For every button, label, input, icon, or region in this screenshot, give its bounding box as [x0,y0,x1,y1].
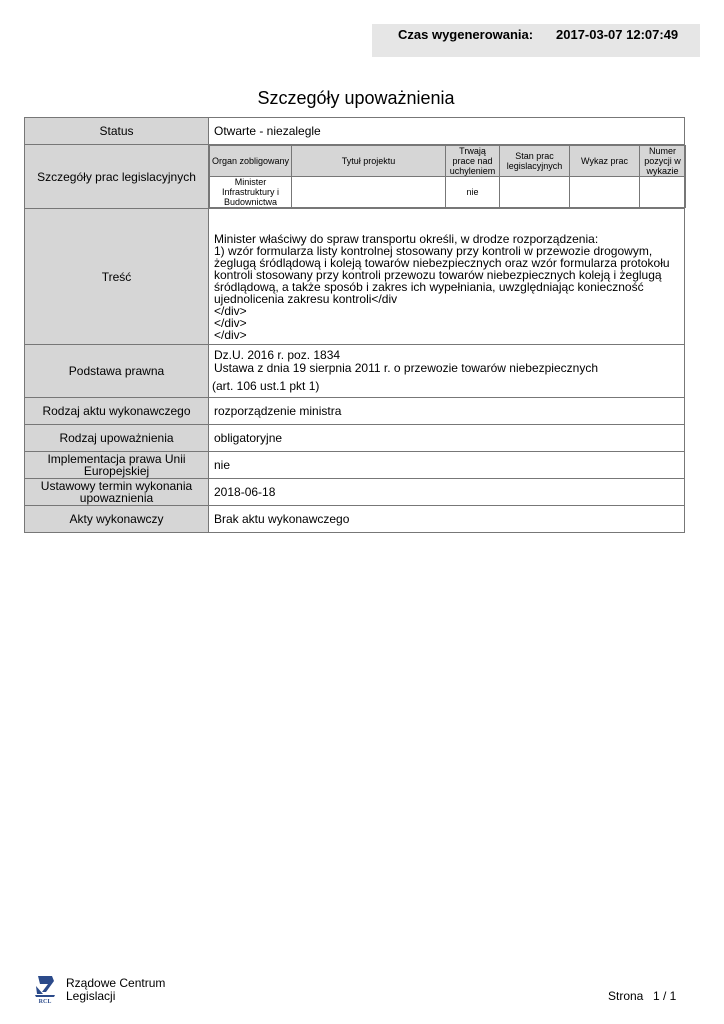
page-title: Szczegóły upoważnienia [257,88,455,108]
akty-row [25,506,685,533]
footer-organization [66,977,165,1003]
page-number: 1 / 1 [653,989,677,1003]
logo-text: RCL [38,999,52,1004]
tresc-row [25,209,685,345]
akty-value: Brak aktu wykonawczego [209,506,685,533]
footer-org-line1: Rządowe Centrum [66,976,166,990]
rodzaj-aktu-label: Rodzaj aktu wykonawczego [25,398,209,425]
cell-organ: Minister Infrastruktury i Budownictwa [210,177,292,208]
legislative-data-row [210,177,686,208]
cell-repeal: nie [446,177,500,208]
rodzaj-aktu-row [25,398,685,425]
legislative-label: Szczegóły prac legislacyjnych [25,145,209,209]
col-organ: Organ zobligowany [210,146,292,177]
tresc-label: Treść [25,209,209,345]
legislative-row [25,145,685,209]
col-number: Numer pozycji w wykazie [640,146,686,177]
col-list: Wykaz prac [570,146,640,177]
footer-org-line2: Legislacji [66,989,116,1003]
status-label: Status [25,118,209,145]
authorization-details-table [24,117,685,533]
podstawa-article: (art. 106 ust.1 pkt 1) [212,379,320,393]
cell-list [570,177,640,208]
legislative-value [209,145,685,209]
podstawa-value [209,345,685,398]
status-row [25,118,685,145]
podstawa-act: Ustawa z dnia 19 sierpnia 2011 r. o przewozie towarów niebezpiecznych [214,361,598,375]
termin-row [25,479,685,506]
rodzaj-upowaznienia-value: obligatoryjne [209,425,685,452]
podstawa-journal: Dz.U. 2016 r. poz. 1834 [214,348,341,362]
rcl-logo [32,972,58,1004]
rodzaj-aktu-value: rozporządzenie ministra [209,398,685,425]
status-value: Otwarte - niezalegle [209,118,685,145]
page-label: Strona [608,989,644,1003]
generation-time-box [372,24,700,57]
cell-title [292,177,446,208]
termin-label: Ustawowy termin wykonania upowaznienia [25,479,209,506]
legislative-subtable [209,145,686,208]
cell-number [640,177,686,208]
akty-label: Akty wykonawczy [25,506,209,533]
podstawa-label: Podstawa prawna [25,345,209,398]
implementacja-label: Implementacja prawa Unii Europejskiej [25,452,209,479]
implementacja-row [25,452,685,479]
col-status: Stan prac legislacyjnych [500,146,570,177]
termin-value: 2018-06-18 [209,479,685,506]
col-title: Tytuł projektu [292,146,446,177]
rodzaj-upowaznienia-row [25,425,685,452]
legislative-header-row [210,146,686,177]
tresc-text: Minister właściwy do spraw transportu określi, w drodze rozporządzenia: 1) wzór formularza listy kontrolnej stosowany przy kontroli w przewozie drogowym, żeglugą śródlądową i koleją towarów niebezpiecznych oraz wzór formularza protokołu kontroli stosowany przy kontroli przewozu towarów niebezpiecznych koleją i żeglugą śródlądową, a także sposób i zakres ich wypełniania, uwzględniając konieczność ujednolicenia zakresu kontroli</div </div> </div> </div> [214,232,670,342]
rodzaj-upowaznienia-label: Rodzaj upoważnienia [25,425,209,452]
implementacja-value: nie [209,452,685,479]
tresc-value [209,209,685,345]
cell-status [500,177,570,208]
generation-time-label: Czas wygenerowania: [398,27,534,42]
generation-time-value: 2017-03-07 12:07:49 [556,27,679,42]
podstawa-row [25,345,685,398]
col-repeal: Trwają prace nad uchyleniem [446,146,500,177]
